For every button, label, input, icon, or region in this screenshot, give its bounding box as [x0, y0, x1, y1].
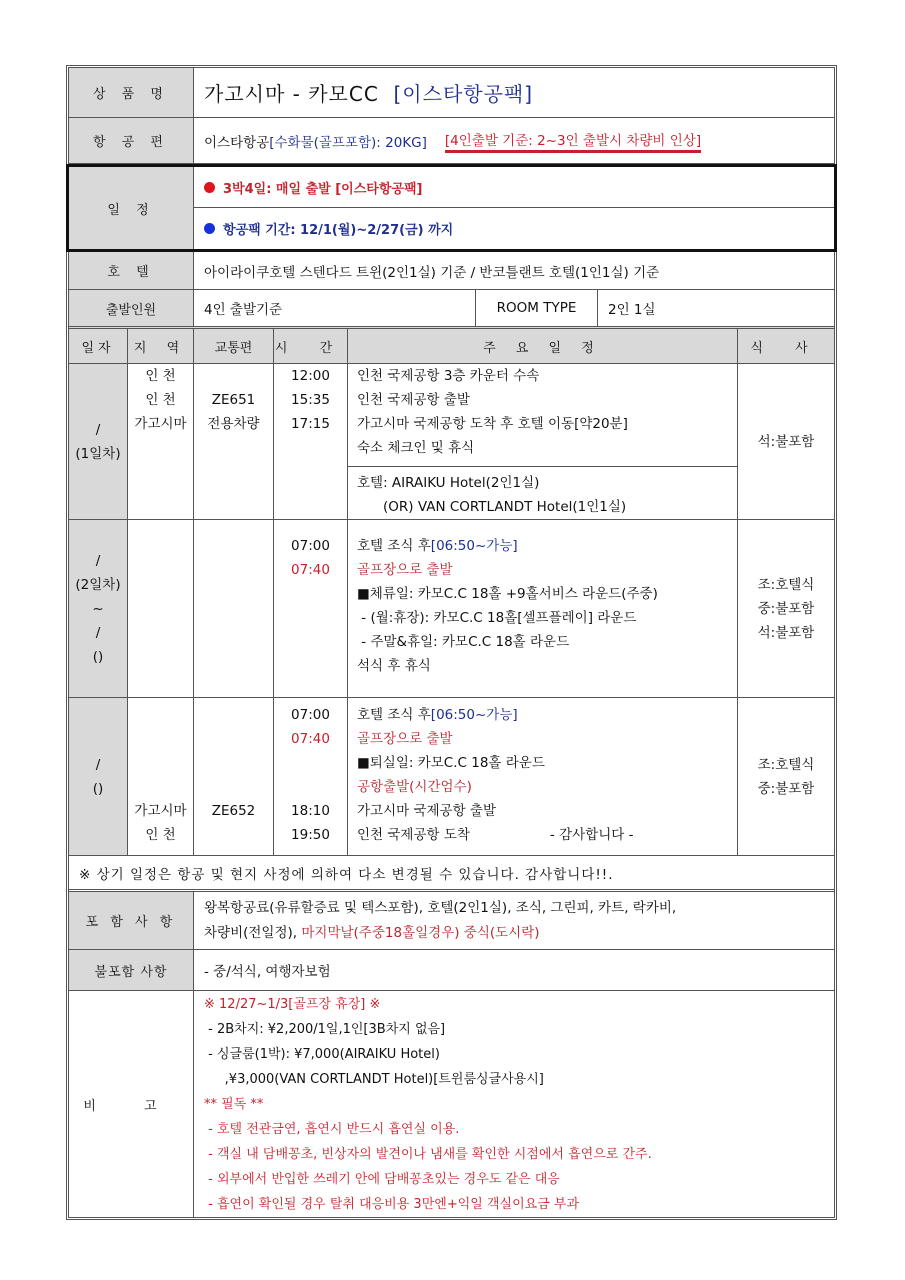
remark-item: ** 필독 **: [204, 1096, 264, 1112]
itinerary-day-1: [69, 364, 834, 520]
product-label: 상 품 명: [69, 68, 194, 117]
hotel-value: 아이라이쿠호텔 스텐다드 트윈(2인1실) 기준 / 반코틀랜트 호텔(1인1실) 기준: [204, 264, 660, 281]
itinerary-footnote: ※ 상기 일정은 항공 및 현지 사정에 의하여 다소 변경될 수 있습니다. 감사합니다!!.: [69, 856, 834, 892]
transport: ZE652: [211, 803, 256, 819]
itinerary-header: [69, 326, 834, 364]
remark-item: - 객실 내 담배꽁초, 빈상자의 발견이나 냄새를 확인한 시점에서 흡연으로 간주.: [204, 1146, 652, 1162]
region: 가고시마: [134, 416, 187, 432]
remark-item: - 2B차지: ¥2,200/1일,1인[3B차지 없음]: [204, 1021, 446, 1037]
remark-item: - 흡연이 확인될 경우 탈취 대응비용 3만엔+익일 객실이요금 부과: [204, 1196, 579, 1212]
itinerary-day-2: [69, 520, 834, 698]
product-name-cell: [194, 68, 533, 117]
time: 07:00: [291, 538, 330, 554]
room-type-value: 2인 1실: [608, 302, 656, 318]
col-region: 지 역: [128, 329, 194, 363]
transport: 전용차량: [207, 416, 260, 432]
flight-row: [69, 118, 834, 164]
room-type-label: ROOM TYPE: [476, 290, 598, 326]
day-1-date: / (1일차): [69, 364, 128, 519]
included-label: 포 함 사 항: [69, 892, 194, 949]
flight-cell: [194, 118, 701, 163]
day-2-meals: 조:호텔식 중:불포함 석:불포함: [757, 576, 815, 641]
time: 18:10: [291, 803, 330, 819]
time: 07:40: [291, 562, 330, 578]
region: 인 천: [145, 368, 176, 384]
time: 07:40: [291, 731, 330, 747]
remark-item: ,¥3,000(VAN CORTLANDT Hotel)[트윈룸싱글사용시]: [204, 1071, 544, 1087]
top-info-table: [66, 65, 837, 1220]
remark-item: - 호텔 전관금연, 흡연시 반드시 흡연실 이용.: [204, 1121, 460, 1137]
product-tag: [이스타항공팩]: [393, 82, 534, 106]
day-1-meals: 석:불포함: [757, 433, 815, 450]
excluded-label: 불포함 사항: [69, 950, 194, 990]
region: 인 천: [145, 827, 176, 843]
day-3-meals: 조:호텔식 중:불포함: [757, 756, 815, 797]
col-schedule: 주 요 일 정: [348, 329, 738, 363]
col-date: 일자: [69, 329, 128, 363]
region: 인 천: [145, 392, 176, 408]
schedule-section: [66, 164, 837, 252]
transport: ZE651: [211, 392, 256, 408]
time: 15:35: [291, 392, 330, 408]
remarks-row: [69, 991, 834, 1217]
details-table: [69, 892, 834, 1217]
day-1-events: 인천 국제공항 3층 카운터 수속 인천 국제공항 출발 가고시마 국제공항 도착 후 호텔 이동[약20분] 숙소 체크인 및 휴식 호텔: AIRAIKU Hotel(2인1실) (OR) VAN CORTLANDT Hotel(1인1실): [348, 364, 738, 519]
schedule-line-2: 항공팩 기간: 12/1(월)~2/27(금) 까지: [194, 208, 834, 248]
day-2-date: / (2일차) ~ / (): [69, 520, 128, 697]
time: 17:15: [291, 416, 330, 432]
time: 12:00: [291, 368, 330, 384]
flight-baggage: [수화물(골프포함): 20KG]: [269, 134, 427, 151]
flight-label: 항 공 편: [69, 118, 194, 163]
hotel-label: 호 텔: [69, 252, 194, 289]
excluded-row: [69, 950, 834, 991]
day-1-hotel: 호텔: AIRAIKU Hotel(2인1실) (OR) VAN CORTLANDT Hotel(1인1실): [348, 466, 737, 519]
included-value: 왕복항공료(유류할증료 및 텍스포함), 호텔(2인1실), 조식, 그린피, 카트, 락카비, 차량비(전일정), 마지막날(주중18홀일경우) 중식(도시락): [204, 899, 677, 941]
departure-value: 4인 출발기준: [194, 290, 476, 326]
tour-document: [66, 65, 837, 1220]
schedule-line-1: 3박4일: 매일 출발 [이스타항공팩]: [194, 167, 834, 208]
day-3-date: / (): [69, 698, 128, 855]
remark-item: - 외부에서 반입한 쓰레기 안에 담배꽁초있는 경우도 같은 대응: [204, 1171, 560, 1187]
time: 19:50: [291, 827, 330, 843]
remark-item: ※ 12/27~1/3[골프장 휴장] ※: [204, 996, 381, 1012]
red-dot-icon: [204, 182, 215, 193]
col-time: 시 간: [274, 329, 348, 363]
blue-dot-icon: [204, 223, 215, 234]
excluded-value: - 중/석식, 여행자보험: [204, 964, 331, 980]
flight-airline: 이스타항공: [204, 134, 270, 151]
day-2-events: 호텔 조식 후[06:50~가능] 골프장으로 출발 ■체류일: 카모C.C 18홀 +9홀서비스 라운드(주중) - (월:휴장): 카모C.C 18홀[셀프플레이] 라운드 - 주말&휴일: 카모C.C 18홀 라운드 석식 후 휴식: [348, 520, 738, 697]
product-row: [69, 68, 834, 118]
hotel-row: [69, 252, 834, 290]
schedule-label: 일 정: [69, 167, 194, 249]
day-3-events: 호텔 조식 후[06:50~가능] 골프장으로 출발 ■퇴실일: 카모C.C 18홀 라운드 공항출발(시간엄수) 가고시마 국제공항 출발 인천 국제공항 도착 - 감사합니다 -: [348, 698, 738, 855]
product-name: 가고시마 - 카모CC: [204, 82, 379, 106]
departure-label: 출발인원: [69, 290, 194, 326]
included-row: [69, 892, 834, 950]
flight-notice: [4인출발 기준: 2~3인 출발시 차량비 인상]: [445, 129, 701, 153]
remarks-list: [194, 991, 834, 1217]
time: 07:00: [291, 707, 330, 723]
region: 가고시마: [134, 803, 187, 819]
itinerary-day-3: [69, 698, 834, 856]
col-meals: 식 사: [750, 340, 822, 356]
remarks-label: 비 고: [69, 991, 194, 1217]
col-transport: 교통편: [194, 329, 274, 363]
departure-row: [69, 290, 834, 326]
remark-item: - 싱글룸(1박): ¥7,000(AIRAIKU Hotel): [204, 1046, 440, 1062]
